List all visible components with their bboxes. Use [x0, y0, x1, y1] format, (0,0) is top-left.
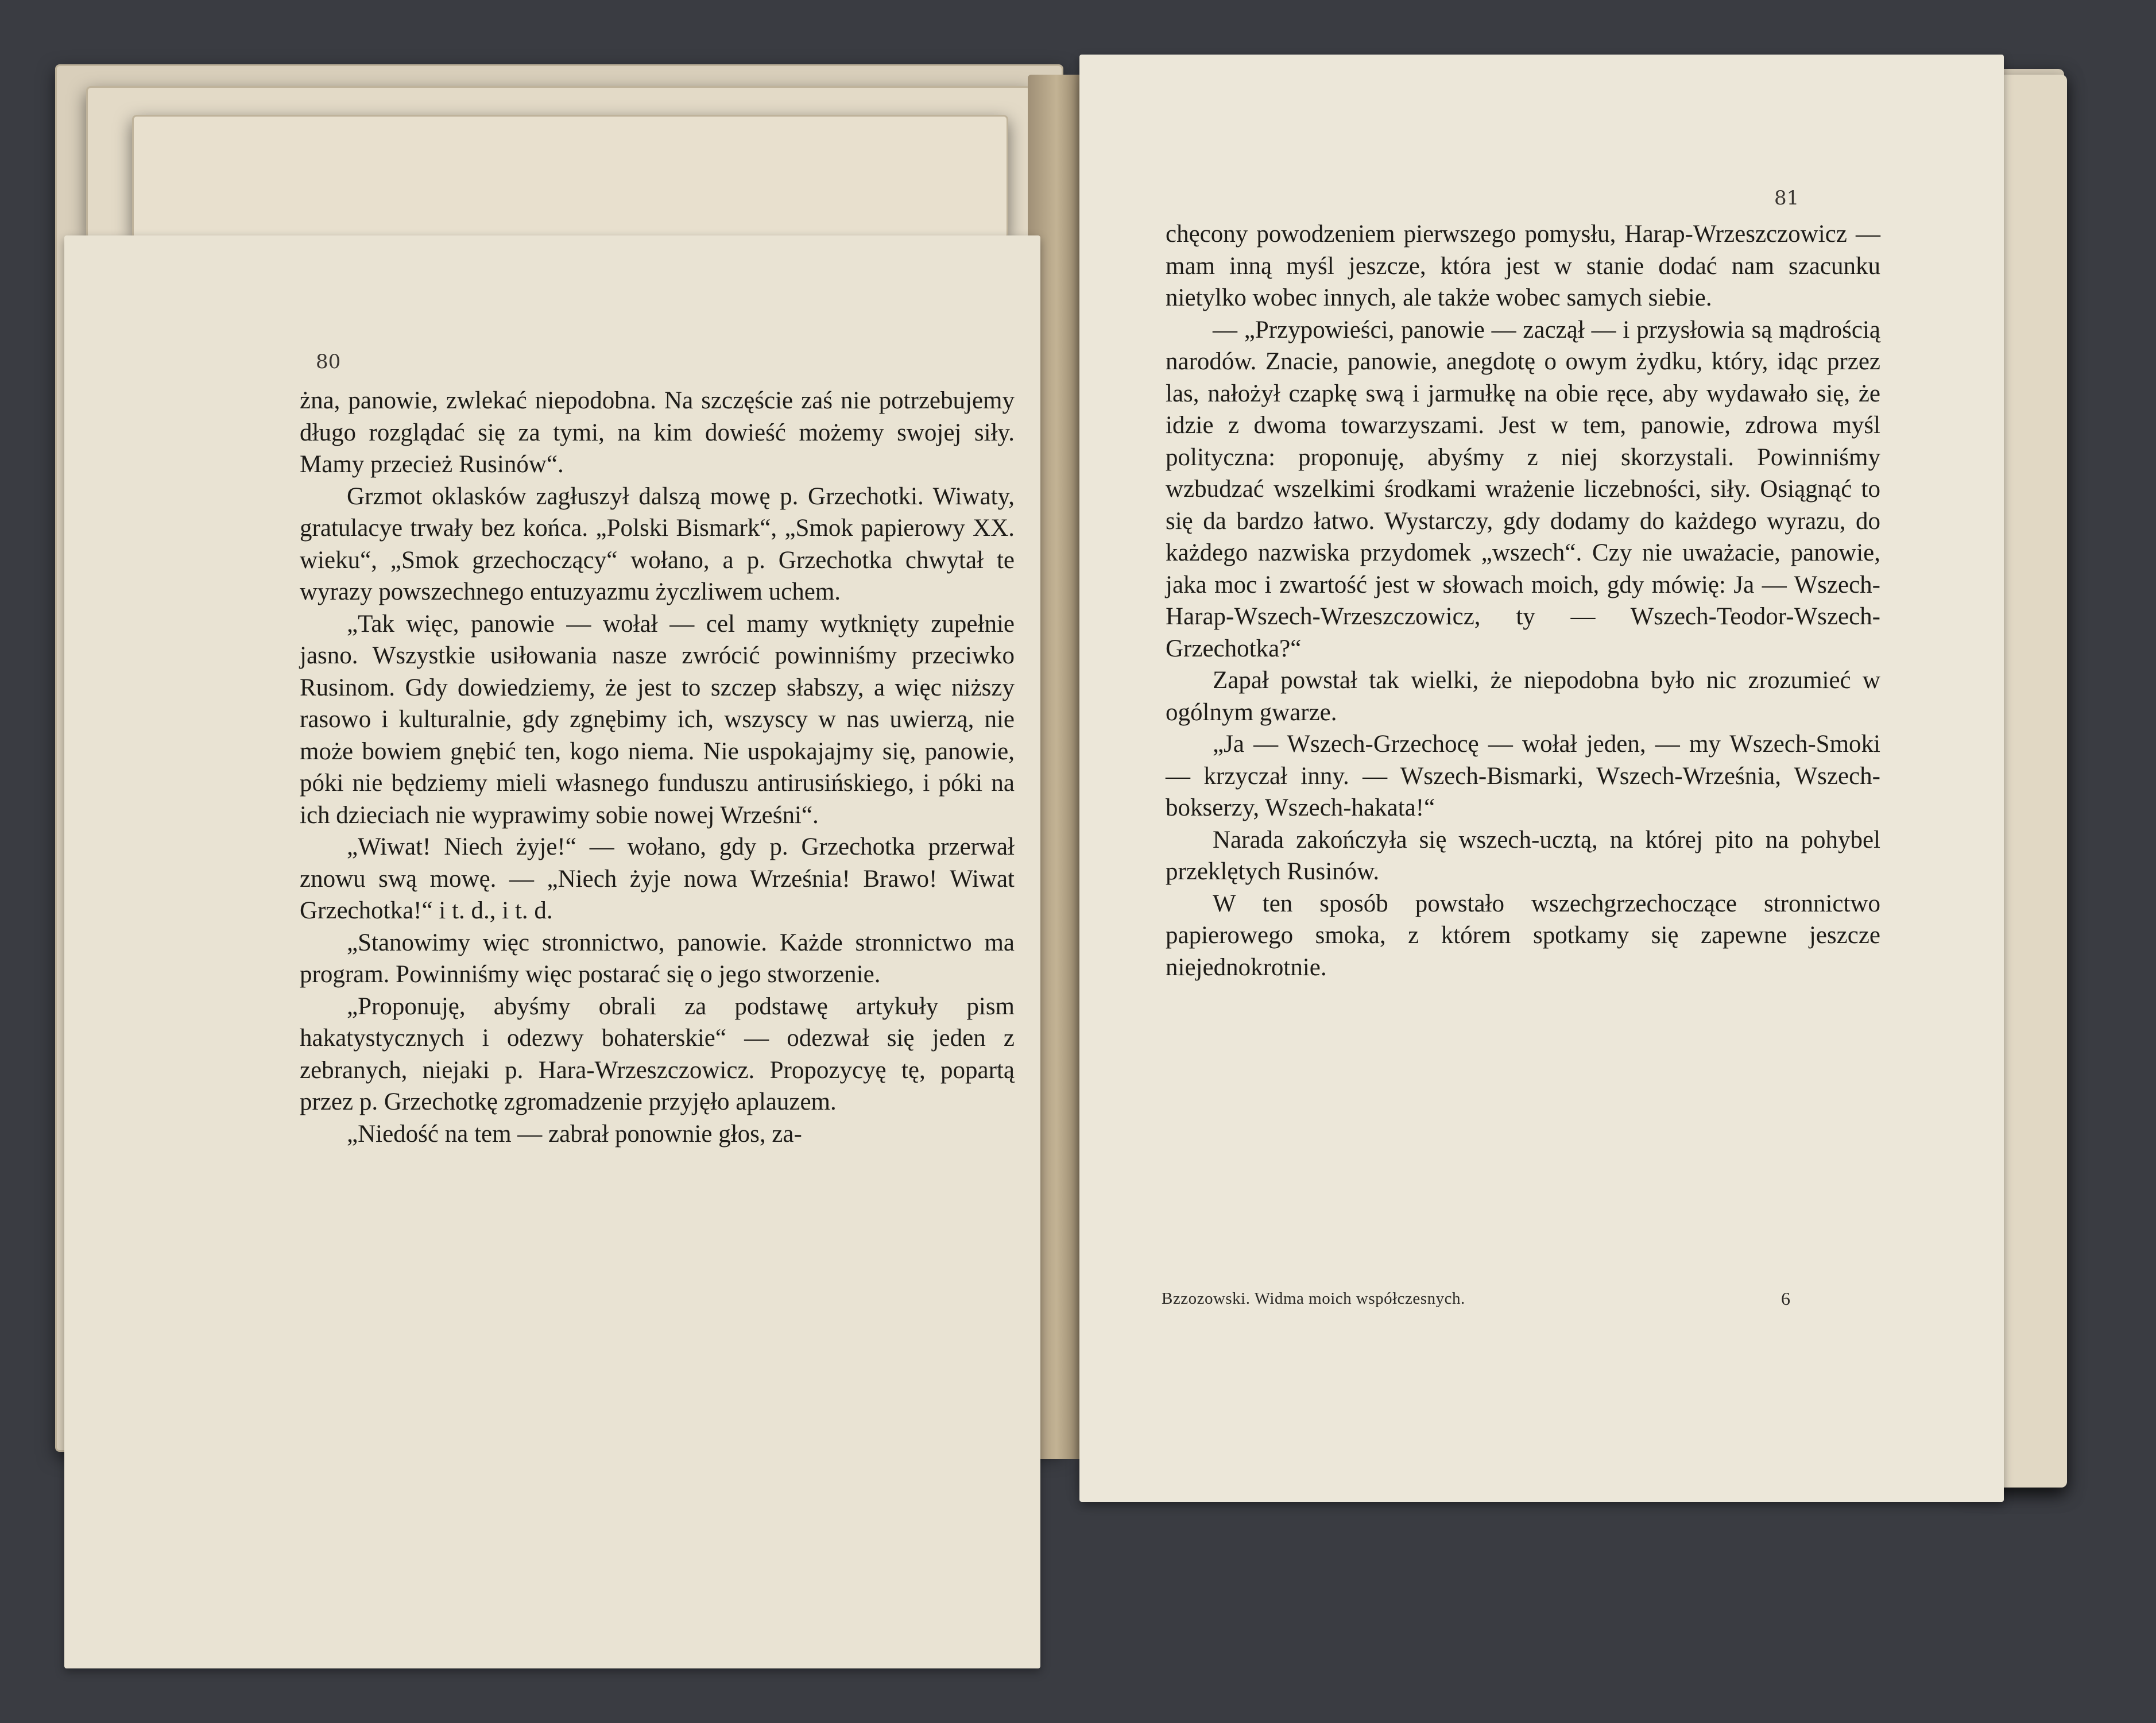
paragraph: „Niedość na tem — zabrał ponownie głos, za-	[347, 1120, 802, 1148]
paragraph: „Wiwat! Niech żyje!“ — wołano, gdy p. Grzechotka przerwał znowu swą mowę. — „Niech żyje nowa Września! Brawo! Wiwat Grzechotka!“ i t. d., i t. d.	[300, 833, 1015, 924]
right-page-body	[1166, 218, 1880, 983]
signature-mark: 6	[1781, 1288, 1790, 1309]
left-page-stack-edge-inner	[132, 115, 1008, 239]
paragraph: „Tak więc, panowie — wołał — cel mamy wytknięty zupełnie jasno. Wszystkie usiłowania nasze zwrócić powinniśmy przeciwko Rusinom. Gdy dowiedziemy, że jest to szczep słabszy, a więc niższy rasowo i kulturalnie, gdy zgnębimy ich, wszyscy w nas uwierzą, nie może bowiem gnębić ten, kogo niema. Nie uspokajajmy się, panowie, póki nie będziemy mieli własnego funduszu antirusińskiego, i póki na ich dzieciach nie wyprawimy sobie nowej Wrześni“.	[300, 610, 1015, 829]
running-footer-title: Bzzozowski. Widma moich współczesnych.	[1162, 1289, 1465, 1308]
paragraph: Grzmot oklasków zagłuszył dalszą mowę p. Grzechotki. Wiwaty, gratulacye trwały bez końca. „Polski Bismark“, „Smok papierowy XX. wieku“, „Smok grzechoczący“ wołano, a p. Grzechotka chwytał te wyrazy powszechnego entuzyazmu życzliwem uchem.	[300, 482, 1015, 605]
left-page-number: 80	[316, 350, 341, 373]
paragraph: Narada zakończyła się wszech-ucztą, na której pito na pohybel przeklętych Rusinów.	[1166, 826, 1880, 885]
right-page-number: 81	[1774, 187, 1799, 210]
left-page-body	[300, 385, 1015, 1150]
paragraph: „Proponuję, abyśmy obrali za podstawę artykuły pism hakatystycznych i odezwy bohaterskie“ — odezwał się jeden z zebranych, niejaki p. Hara-Wrzeszczowicz. Propozycyę tę, popartą przez p. Grzechotkę zgromadzenie przyjęło aplauzem.	[300, 992, 1015, 1115]
left-page	[64, 235, 1040, 1668]
paragraph: „Ja — Wszech-Grzechocę — wołał jeden, — my Wszech-Smoki — krzyczał inny. — Wszech-Bismarki, Wszech-Września, Wszech-bokserzy, Wszech-hakata!“	[1166, 731, 1880, 821]
right-page	[1079, 55, 2004, 1502]
paragraph: — „Przypowieści, panowie — zaczął — i przysłowia są mądrością narodów. Znacie, panowie, anegdotę o owym żydku, który, idąc przez las, nałożył czapkę swą i jarmułkę na obie ręce, aby wydawało się, że idzie z dwoma towarzyszami. Jest w tem, panowie, zdrowa myśl polityczna: proponuję, abyśmy z niej skorzystali. Powinniśmy wzbudzać wszelkimi środkami wrażenie liczebności, siły. Osiągnąć to się da bardzo łatwo. Wystarczy, gdy dodamy do każdego wyrazu, do każdego nazwiska przydomek „wszech“. Czy nie uważacie, panowie, jaka moc i zwartość jest w słowach moich, gdy mówię: Ja — Wszech-Harap-Wszech-Wrzeszczowicz, ty — Wszech-Teodor-Wszech-Grzechotka?“	[1166, 316, 1880, 662]
paragraph: żna, panowie, zwlekać niepodobna. Na szczęście zaś nie potrzebujemy długo rozglądać się za tymi, na kim dowieść możemy swojej siły. Mamy przecież Rusinów“.	[300, 387, 1015, 478]
paragraph: „Stanowimy więc stronnictwo, panowie. Każde stronnictwo ma program. Powinniśmy więc postarać się o jego stworzenie.	[300, 929, 1015, 988]
paragraph: W ten sposób powstało wszechgrzechoczące stronnictwo papierowego smoka, z którem spotkamy się zapewne jeszcze niejednokrotnie.	[1166, 890, 1880, 981]
paragraph: chęcony powodzeniem pierwszego pomysłu, Harap-Wrzeszczowicz — mam inną myśl jeszcze, która jest w stanie dodać nam szacunku nietylko wobec innych, ale także wobec samych siebie.	[1166, 221, 1880, 311]
paragraph: Zapał powstał tak wielki, że niepodobna było nic zrozumieć w ogólnym gwarze.	[1166, 667, 1880, 726]
